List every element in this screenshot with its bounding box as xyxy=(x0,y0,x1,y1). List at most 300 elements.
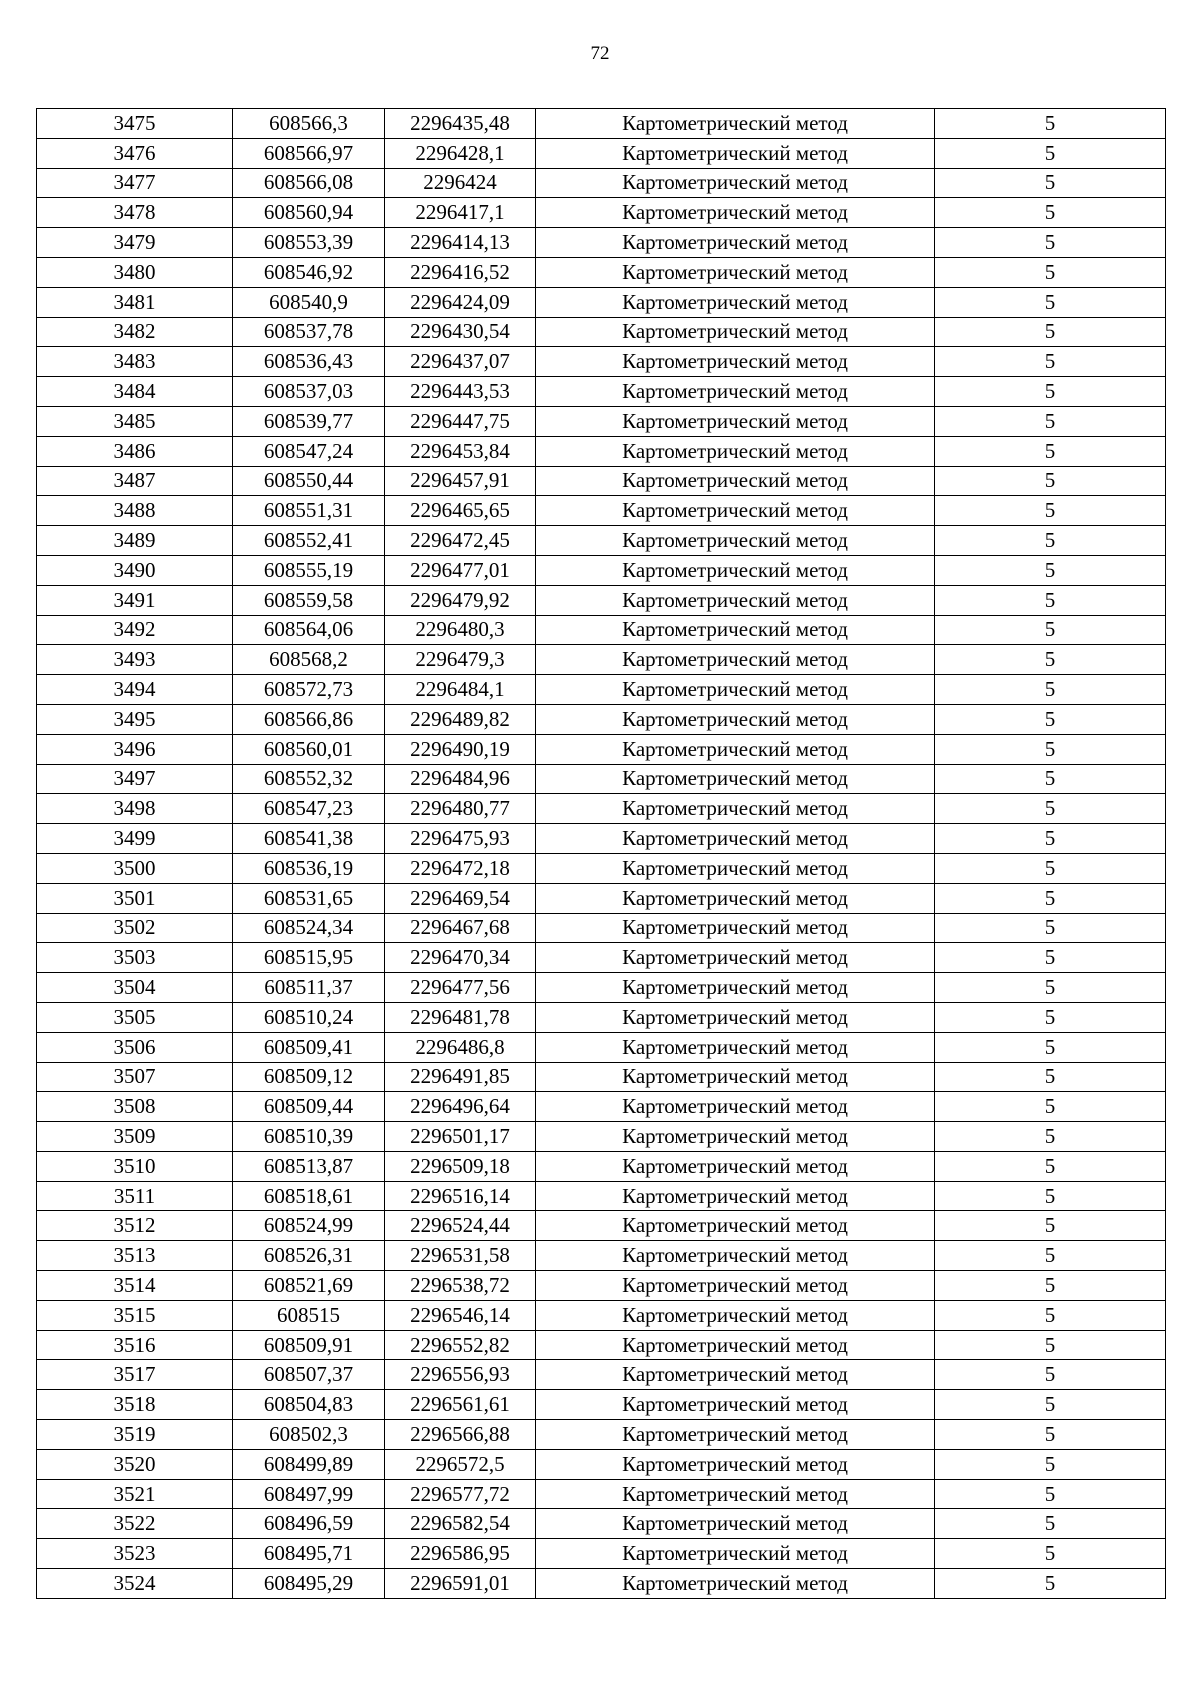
x-coordinate-cell: 608509,41 xyxy=(233,1032,385,1062)
point-number-cell: 3484 xyxy=(37,377,233,407)
table-row xyxy=(37,1569,1166,1599)
accuracy-cell: 5 xyxy=(935,764,1166,794)
method-cell: Картометрический метод xyxy=(536,704,935,734)
point-number-cell: 3491 xyxy=(37,585,233,615)
x-coordinate-cell: 608539,77 xyxy=(233,406,385,436)
point-number-cell: 3506 xyxy=(37,1032,233,1062)
accuracy-cell: 5 xyxy=(935,1062,1166,1092)
accuracy-cell: 5 xyxy=(935,615,1166,645)
y-coordinate-cell: 2296472,45 xyxy=(385,526,536,556)
method-cell: Картометрический метод xyxy=(536,1151,935,1181)
x-coordinate-cell: 608537,78 xyxy=(233,317,385,347)
table-row xyxy=(37,585,1166,615)
y-coordinate-cell: 2296443,53 xyxy=(385,377,536,407)
y-coordinate-cell: 2296465,65 xyxy=(385,496,536,526)
y-coordinate-cell: 2296480,77 xyxy=(385,794,536,824)
table-row xyxy=(37,1211,1166,1241)
table-row xyxy=(37,1449,1166,1479)
y-coordinate-cell: 2296481,78 xyxy=(385,1002,536,1032)
accuracy-cell: 5 xyxy=(935,1211,1166,1241)
y-coordinate-cell: 2296430,54 xyxy=(385,317,536,347)
x-coordinate-cell: 608518,61 xyxy=(233,1181,385,1211)
accuracy-cell: 5 xyxy=(935,1569,1166,1599)
x-coordinate-cell: 608551,31 xyxy=(233,496,385,526)
point-number-cell: 3493 xyxy=(37,645,233,675)
point-number-cell: 3478 xyxy=(37,198,233,228)
table-row xyxy=(37,436,1166,466)
accuracy-cell: 5 xyxy=(935,317,1166,347)
accuracy-cell: 5 xyxy=(935,794,1166,824)
point-number-cell: 3480 xyxy=(37,257,233,287)
method-cell: Картометрический метод xyxy=(536,675,935,705)
x-coordinate-cell: 608560,94 xyxy=(233,198,385,228)
method-cell: Картометрический метод xyxy=(536,1032,935,1062)
method-cell: Картометрический метод xyxy=(536,883,935,913)
accuracy-cell: 5 xyxy=(935,168,1166,198)
table-row xyxy=(37,138,1166,168)
x-coordinate-cell: 608526,31 xyxy=(233,1241,385,1271)
table-row xyxy=(37,824,1166,854)
method-cell: Картометрический метод xyxy=(536,1241,935,1271)
table-row xyxy=(37,943,1166,973)
y-coordinate-cell: 2296501,17 xyxy=(385,1122,536,1152)
table-row xyxy=(37,704,1166,734)
table-row xyxy=(37,1062,1166,1092)
y-coordinate-cell: 2296577,72 xyxy=(385,1479,536,1509)
method-cell: Картометрический метод xyxy=(536,824,935,854)
y-coordinate-cell: 2296552,82 xyxy=(385,1330,536,1360)
method-cell: Картометрический метод xyxy=(536,1181,935,1211)
method-cell: Картометрический метод xyxy=(536,1002,935,1032)
table-row xyxy=(37,1151,1166,1181)
x-coordinate-cell: 608504,83 xyxy=(233,1390,385,1420)
y-coordinate-cell: 2296477,56 xyxy=(385,973,536,1003)
x-coordinate-cell: 608540,9 xyxy=(233,287,385,317)
y-coordinate-cell: 2296424,09 xyxy=(385,287,536,317)
x-coordinate-cell: 608566,86 xyxy=(233,704,385,734)
y-coordinate-cell: 2296447,75 xyxy=(385,406,536,436)
y-coordinate-cell: 2296416,52 xyxy=(385,257,536,287)
x-coordinate-cell: 608564,06 xyxy=(233,615,385,645)
x-coordinate-cell: 608555,19 xyxy=(233,555,385,585)
y-coordinate-cell: 2296586,95 xyxy=(385,1539,536,1569)
table-row xyxy=(37,1300,1166,1330)
y-coordinate-cell: 2296486,8 xyxy=(385,1032,536,1062)
x-coordinate-cell: 608524,99 xyxy=(233,1211,385,1241)
accuracy-cell: 5 xyxy=(935,436,1166,466)
point-number-cell: 3497 xyxy=(37,764,233,794)
method-cell: Картометрический метод xyxy=(536,257,935,287)
x-coordinate-cell: 608513,87 xyxy=(233,1151,385,1181)
accuracy-cell: 5 xyxy=(935,1241,1166,1271)
x-coordinate-cell: 608509,12 xyxy=(233,1062,385,1092)
point-number-cell: 3488 xyxy=(37,496,233,526)
table-row xyxy=(37,1241,1166,1271)
x-coordinate-cell: 608536,43 xyxy=(233,347,385,377)
accuracy-cell: 5 xyxy=(935,704,1166,734)
x-coordinate-cell: 608560,01 xyxy=(233,734,385,764)
accuracy-cell: 5 xyxy=(935,1360,1166,1390)
table-row xyxy=(37,853,1166,883)
point-number-cell: 3504 xyxy=(37,973,233,1003)
x-coordinate-cell: 608495,71 xyxy=(233,1539,385,1569)
y-coordinate-cell: 2296490,19 xyxy=(385,734,536,764)
y-coordinate-cell: 2296582,54 xyxy=(385,1509,536,1539)
coordinates-table xyxy=(36,108,1166,1599)
x-coordinate-cell: 608515 xyxy=(233,1300,385,1330)
accuracy-cell: 5 xyxy=(935,1300,1166,1330)
y-coordinate-cell: 2296524,44 xyxy=(385,1211,536,1241)
x-coordinate-cell: 608531,65 xyxy=(233,883,385,913)
accuracy-cell: 5 xyxy=(935,943,1166,973)
method-cell: Картометрический метод xyxy=(536,1271,935,1301)
method-cell: Картометрический метод xyxy=(536,1569,935,1599)
y-coordinate-cell: 2296475,93 xyxy=(385,824,536,854)
accuracy-cell: 5 xyxy=(935,1181,1166,1211)
accuracy-cell: 5 xyxy=(935,913,1166,943)
accuracy-cell: 5 xyxy=(935,1479,1166,1509)
table-row xyxy=(37,347,1166,377)
point-number-cell: 3520 xyxy=(37,1449,233,1479)
y-coordinate-cell: 2296467,68 xyxy=(385,913,536,943)
method-cell: Картометрический метод xyxy=(536,943,935,973)
method-cell: Картометрический метод xyxy=(536,764,935,794)
point-number-cell: 3477 xyxy=(37,168,233,198)
y-coordinate-cell: 2296417,1 xyxy=(385,198,536,228)
point-number-cell: 3517 xyxy=(37,1360,233,1390)
accuracy-cell: 5 xyxy=(935,1002,1166,1032)
method-cell: Картометрический метод xyxy=(536,496,935,526)
x-coordinate-cell: 608497,99 xyxy=(233,1479,385,1509)
point-number-cell: 3509 xyxy=(37,1122,233,1152)
accuracy-cell: 5 xyxy=(935,1092,1166,1122)
method-cell: Картометрический метод xyxy=(536,913,935,943)
point-number-cell: 3522 xyxy=(37,1509,233,1539)
accuracy-cell: 5 xyxy=(935,1539,1166,1569)
x-coordinate-cell: 608536,19 xyxy=(233,853,385,883)
y-coordinate-cell: 2296469,54 xyxy=(385,883,536,913)
point-number-cell: 3521 xyxy=(37,1479,233,1509)
point-number-cell: 3500 xyxy=(37,853,233,883)
method-cell: Картометрический метод xyxy=(536,853,935,883)
method-cell: Картометрический метод xyxy=(536,1539,935,1569)
x-coordinate-cell: 608566,3 xyxy=(233,109,385,139)
table-row xyxy=(37,496,1166,526)
point-number-cell: 3496 xyxy=(37,734,233,764)
y-coordinate-cell: 2296566,88 xyxy=(385,1420,536,1450)
accuracy-cell: 5 xyxy=(935,555,1166,585)
y-coordinate-cell: 2296484,1 xyxy=(385,675,536,705)
table-row xyxy=(37,198,1166,228)
accuracy-cell: 5 xyxy=(935,973,1166,1003)
x-coordinate-cell: 608552,32 xyxy=(233,764,385,794)
y-coordinate-cell: 2296484,96 xyxy=(385,764,536,794)
table-row xyxy=(37,734,1166,764)
point-number-cell: 3505 xyxy=(37,1002,233,1032)
x-coordinate-cell: 608546,92 xyxy=(233,257,385,287)
table-row xyxy=(37,645,1166,675)
point-number-cell: 3501 xyxy=(37,883,233,913)
y-coordinate-cell: 2296424 xyxy=(385,168,536,198)
method-cell: Картометрический метод xyxy=(536,1300,935,1330)
x-coordinate-cell: 608552,41 xyxy=(233,526,385,556)
method-cell: Картометрический метод xyxy=(536,1420,935,1450)
table-row xyxy=(37,466,1166,496)
point-number-cell: 3513 xyxy=(37,1241,233,1271)
table-row xyxy=(37,526,1166,556)
table-row xyxy=(37,1002,1166,1032)
y-coordinate-cell: 2296489,82 xyxy=(385,704,536,734)
y-coordinate-cell: 2296531,58 xyxy=(385,1241,536,1271)
accuracy-cell: 5 xyxy=(935,1330,1166,1360)
accuracy-cell: 5 xyxy=(935,1449,1166,1479)
table-row xyxy=(37,1122,1166,1152)
table-row xyxy=(37,406,1166,436)
accuracy-cell: 5 xyxy=(935,377,1166,407)
accuracy-cell: 5 xyxy=(935,1271,1166,1301)
table-row xyxy=(37,1330,1166,1360)
x-coordinate-cell: 608515,95 xyxy=(233,943,385,973)
accuracy-cell: 5 xyxy=(935,734,1166,764)
point-number-cell: 3514 xyxy=(37,1271,233,1301)
y-coordinate-cell: 2296437,07 xyxy=(385,347,536,377)
y-coordinate-cell: 2296480,3 xyxy=(385,615,536,645)
method-cell: Картометрический метод xyxy=(536,406,935,436)
y-coordinate-cell: 2296509,18 xyxy=(385,1151,536,1181)
method-cell: Картометрический метод xyxy=(536,377,935,407)
method-cell: Картометрический метод xyxy=(536,287,935,317)
y-coordinate-cell: 2296516,14 xyxy=(385,1181,536,1211)
table-row xyxy=(37,168,1166,198)
point-number-cell: 3476 xyxy=(37,138,233,168)
method-cell: Картометрический метод xyxy=(536,347,935,377)
point-number-cell: 3511 xyxy=(37,1181,233,1211)
x-coordinate-cell: 608553,39 xyxy=(233,228,385,258)
accuracy-cell: 5 xyxy=(935,466,1166,496)
method-cell: Картометрический метод xyxy=(536,1509,935,1539)
x-coordinate-cell: 608507,37 xyxy=(233,1360,385,1390)
accuracy-cell: 5 xyxy=(935,1032,1166,1062)
accuracy-cell: 5 xyxy=(935,1151,1166,1181)
point-number-cell: 3515 xyxy=(37,1300,233,1330)
method-cell: Картометрический метод xyxy=(536,1122,935,1152)
accuracy-cell: 5 xyxy=(935,257,1166,287)
accuracy-cell: 5 xyxy=(935,496,1166,526)
method-cell: Картометрический метод xyxy=(536,1390,935,1420)
x-coordinate-cell: 608524,34 xyxy=(233,913,385,943)
point-number-cell: 3482 xyxy=(37,317,233,347)
y-coordinate-cell: 2296572,5 xyxy=(385,1449,536,1479)
method-cell: Картометрический метод xyxy=(536,615,935,645)
accuracy-cell: 5 xyxy=(935,347,1166,377)
y-coordinate-cell: 2296479,92 xyxy=(385,585,536,615)
accuracy-cell: 5 xyxy=(935,1509,1166,1539)
point-number-cell: 3486 xyxy=(37,436,233,466)
y-coordinate-cell: 2296591,01 xyxy=(385,1569,536,1599)
point-number-cell: 3487 xyxy=(37,466,233,496)
point-number-cell: 3523 xyxy=(37,1539,233,1569)
point-number-cell: 3481 xyxy=(37,287,233,317)
point-number-cell: 3479 xyxy=(37,228,233,258)
method-cell: Картометрический метод xyxy=(536,109,935,139)
table-row xyxy=(37,1092,1166,1122)
accuracy-cell: 5 xyxy=(935,675,1166,705)
accuracy-cell: 5 xyxy=(935,645,1166,675)
table-row xyxy=(37,615,1166,645)
table-row xyxy=(37,228,1166,258)
y-coordinate-cell: 2296457,91 xyxy=(385,466,536,496)
point-number-cell: 3490 xyxy=(37,555,233,585)
x-coordinate-cell: 608566,08 xyxy=(233,168,385,198)
x-coordinate-cell: 608521,69 xyxy=(233,1271,385,1301)
method-cell: Картометрический метод xyxy=(536,734,935,764)
accuracy-cell: 5 xyxy=(935,883,1166,913)
method-cell: Картометрический метод xyxy=(536,317,935,347)
x-coordinate-cell: 608547,24 xyxy=(233,436,385,466)
x-coordinate-cell: 608499,89 xyxy=(233,1449,385,1479)
point-number-cell: 3502 xyxy=(37,913,233,943)
y-coordinate-cell: 2296479,3 xyxy=(385,645,536,675)
table-row xyxy=(37,1539,1166,1569)
y-coordinate-cell: 2296435,48 xyxy=(385,109,536,139)
table-row xyxy=(37,883,1166,913)
table-row xyxy=(37,675,1166,705)
method-cell: Картометрический метод xyxy=(536,138,935,168)
table-row xyxy=(37,555,1166,585)
table-row xyxy=(37,1271,1166,1301)
table-row xyxy=(37,973,1166,1003)
table-row xyxy=(37,1360,1166,1390)
y-coordinate-cell: 2296491,85 xyxy=(385,1062,536,1092)
method-cell: Картометрический метод xyxy=(536,526,935,556)
point-number-cell: 3498 xyxy=(37,794,233,824)
method-cell: Картометрический метод xyxy=(536,585,935,615)
table-row xyxy=(37,1420,1166,1450)
x-coordinate-cell: 608566,97 xyxy=(233,138,385,168)
table-row xyxy=(37,794,1166,824)
y-coordinate-cell: 2296472,18 xyxy=(385,853,536,883)
table-row xyxy=(37,377,1166,407)
table-row xyxy=(37,1181,1166,1211)
table-row xyxy=(37,913,1166,943)
method-cell: Картометрический метод xyxy=(536,973,935,1003)
method-cell: Картометрический метод xyxy=(536,1092,935,1122)
accuracy-cell: 5 xyxy=(935,228,1166,258)
method-cell: Картометрический метод xyxy=(536,1062,935,1092)
point-number-cell: 3495 xyxy=(37,704,233,734)
x-coordinate-cell: 608572,73 xyxy=(233,675,385,705)
point-number-cell: 3475 xyxy=(37,109,233,139)
method-cell: Картометрический метод xyxy=(536,466,935,496)
point-number-cell: 3524 xyxy=(37,1569,233,1599)
x-coordinate-cell: 608537,03 xyxy=(233,377,385,407)
y-coordinate-cell: 2296561,61 xyxy=(385,1390,536,1420)
point-number-cell: 3507 xyxy=(37,1062,233,1092)
x-coordinate-cell: 608568,2 xyxy=(233,645,385,675)
point-number-cell: 3489 xyxy=(37,526,233,556)
accuracy-cell: 5 xyxy=(935,853,1166,883)
point-number-cell: 3510 xyxy=(37,1151,233,1181)
x-coordinate-cell: 608502,3 xyxy=(233,1420,385,1450)
x-coordinate-cell: 608511,37 xyxy=(233,973,385,1003)
table-row xyxy=(37,257,1166,287)
table-row xyxy=(37,1509,1166,1539)
y-coordinate-cell: 2296414,13 xyxy=(385,228,536,258)
y-coordinate-cell: 2296477,01 xyxy=(385,555,536,585)
accuracy-cell: 5 xyxy=(935,138,1166,168)
point-number-cell: 3518 xyxy=(37,1390,233,1420)
x-coordinate-cell: 608496,59 xyxy=(233,1509,385,1539)
accuracy-cell: 5 xyxy=(935,109,1166,139)
x-coordinate-cell: 608495,29 xyxy=(233,1569,385,1599)
accuracy-cell: 5 xyxy=(935,198,1166,228)
method-cell: Картометрический метод xyxy=(536,1211,935,1241)
y-coordinate-cell: 2296496,64 xyxy=(385,1092,536,1122)
accuracy-cell: 5 xyxy=(935,406,1166,436)
x-coordinate-cell: 608510,24 xyxy=(233,1002,385,1032)
accuracy-cell: 5 xyxy=(935,824,1166,854)
y-coordinate-cell: 2296556,93 xyxy=(385,1360,536,1390)
point-number-cell: 3483 xyxy=(37,347,233,377)
table-row xyxy=(37,287,1166,317)
table-row xyxy=(37,1032,1166,1062)
point-number-cell: 3499 xyxy=(37,824,233,854)
accuracy-cell: 5 xyxy=(935,1420,1166,1450)
point-number-cell: 3516 xyxy=(37,1330,233,1360)
x-coordinate-cell: 608550,44 xyxy=(233,466,385,496)
x-coordinate-cell: 608559,58 xyxy=(233,585,385,615)
accuracy-cell: 5 xyxy=(935,1122,1166,1152)
coordinates-table-body xyxy=(37,109,1166,1599)
accuracy-cell: 5 xyxy=(935,287,1166,317)
accuracy-cell: 5 xyxy=(935,585,1166,615)
method-cell: Картометрический метод xyxy=(536,645,935,675)
point-number-cell: 3503 xyxy=(37,943,233,973)
method-cell: Картометрический метод xyxy=(536,198,935,228)
method-cell: Картометрический метод xyxy=(536,168,935,198)
x-coordinate-cell: 608541,38 xyxy=(233,824,385,854)
table-row xyxy=(37,1390,1166,1420)
table-row xyxy=(37,1479,1166,1509)
point-number-cell: 3492 xyxy=(37,615,233,645)
method-cell: Картометрический метод xyxy=(536,1360,935,1390)
method-cell: Картометрический метод xyxy=(536,1330,935,1360)
method-cell: Картометрический метод xyxy=(536,1449,935,1479)
y-coordinate-cell: 2296428,1 xyxy=(385,138,536,168)
point-number-cell: 3485 xyxy=(37,406,233,436)
table-row xyxy=(37,109,1166,139)
x-coordinate-cell: 608509,44 xyxy=(233,1092,385,1122)
point-number-cell: 3512 xyxy=(37,1211,233,1241)
x-coordinate-cell: 608547,23 xyxy=(233,794,385,824)
y-coordinate-cell: 2296538,72 xyxy=(385,1271,536,1301)
method-cell: Картометрический метод xyxy=(536,555,935,585)
y-coordinate-cell: 2296470,34 xyxy=(385,943,536,973)
table-row xyxy=(37,317,1166,347)
page-number: 72 xyxy=(590,43,610,64)
x-coordinate-cell: 608509,91 xyxy=(233,1330,385,1360)
y-coordinate-cell: 2296453,84 xyxy=(385,436,536,466)
x-coordinate-cell: 608510,39 xyxy=(233,1122,385,1152)
method-cell: Картометрический метод xyxy=(536,1479,935,1509)
point-number-cell: 3519 xyxy=(37,1420,233,1450)
method-cell: Картометрический метод xyxy=(536,794,935,824)
y-coordinate-cell: 2296546,14 xyxy=(385,1300,536,1330)
method-cell: Картометрический метод xyxy=(536,436,935,466)
accuracy-cell: 5 xyxy=(935,526,1166,556)
accuracy-cell: 5 xyxy=(935,1390,1166,1420)
point-number-cell: 3508 xyxy=(37,1092,233,1122)
